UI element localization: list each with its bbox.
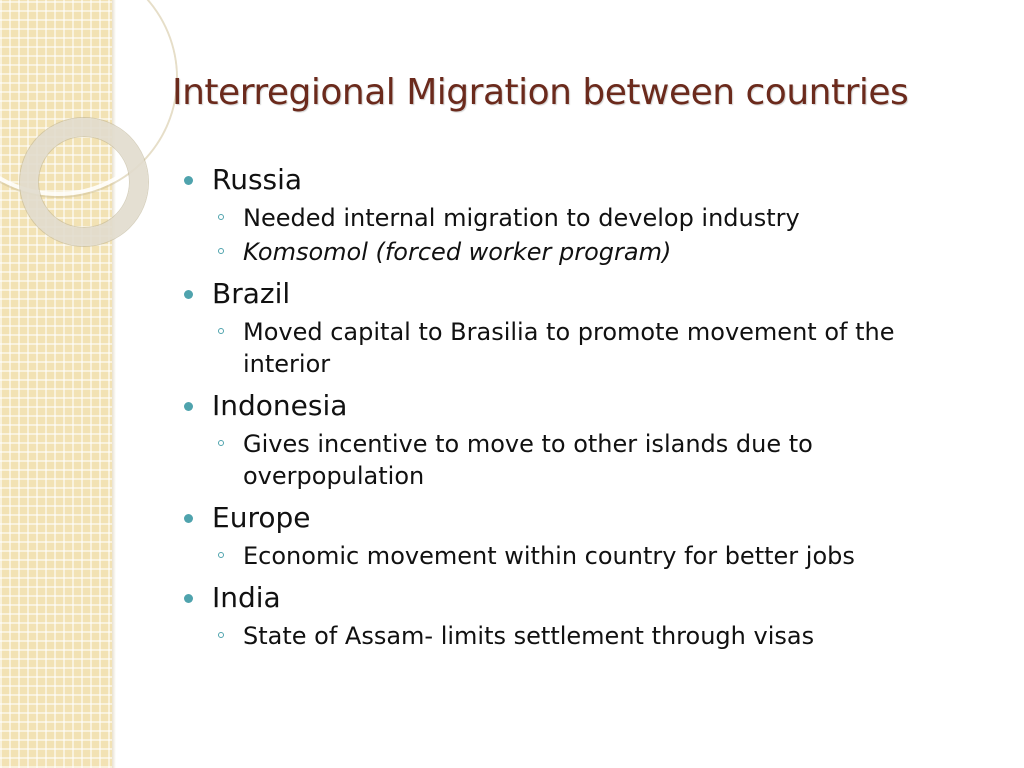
bullet-dot-icon bbox=[184, 514, 193, 523]
sub-bullet-circle-icon bbox=[218, 248, 224, 254]
sub-bullet-text: Komsomol (forced worker program) bbox=[243, 238, 672, 266]
bullet-label: Brazil bbox=[212, 277, 291, 310]
sub-bullet bbox=[184, 428, 984, 492]
bullet-brazil bbox=[184, 274, 984, 314]
bullet-dot-icon bbox=[184, 176, 193, 185]
sub-bullet bbox=[184, 236, 984, 268]
bullet-label: India bbox=[212, 581, 281, 614]
bullet-dot-icon bbox=[184, 594, 193, 603]
sub-bullet-circle-icon bbox=[218, 552, 224, 558]
bullet-india bbox=[184, 578, 984, 618]
sub-bullet-text: State of Assam- limits settlement through visas bbox=[243, 622, 815, 650]
sub-bullet bbox=[184, 540, 984, 572]
sub-bullet bbox=[184, 202, 984, 234]
bullet-label: Russia bbox=[212, 163, 303, 196]
slide-title: Interregional Migration between countries bbox=[172, 72, 909, 113]
sub-bullet bbox=[184, 316, 984, 380]
sub-bullet bbox=[184, 620, 984, 652]
bullet-list bbox=[184, 160, 984, 652]
sub-bullet-text: Moved capital to Brasilia to promote movement of the interior bbox=[243, 318, 895, 378]
bullet-dot-icon bbox=[184, 402, 193, 411]
bullet-russia bbox=[184, 160, 984, 200]
sub-bullet-text: Economic movement within country for better jobs bbox=[243, 542, 855, 570]
decorative-ring-small bbox=[20, 118, 148, 246]
bullet-indonesia bbox=[184, 386, 984, 426]
bullet-label: Europe bbox=[212, 501, 311, 534]
sub-bullet-circle-icon bbox=[218, 632, 224, 638]
sub-bullet-circle-icon bbox=[218, 214, 224, 220]
bullet-label: Indonesia bbox=[212, 389, 348, 422]
sub-bullet-text: Gives incentive to move to other islands due to overpopulation bbox=[243, 430, 813, 490]
bullet-dot-icon bbox=[184, 290, 193, 299]
sub-bullet-text: Needed internal migration to develop industry bbox=[243, 204, 800, 232]
sub-bullet-circle-icon bbox=[218, 440, 224, 446]
bullet-europe bbox=[184, 498, 984, 538]
sub-bullet-circle-icon bbox=[218, 328, 224, 334]
